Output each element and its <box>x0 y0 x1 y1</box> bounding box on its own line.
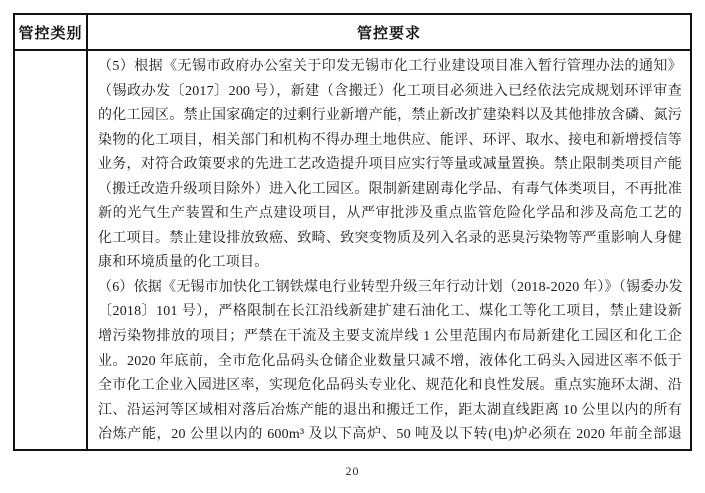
requirement-line: （5）根据《无锡市政府办公室关于印发无锡市化工行业建设项目准入暂行管理办法的通知》 <box>98 59 682 74</box>
header-cell-requirements: 管控要求 <box>356 25 421 42</box>
table-body-row <box>15 51 690 449</box>
requirement-line: 业。2020 年底前，全市危化品码头仓储企业数量只减不增，液体化工码头入园进区率不低于 <box>98 353 682 369</box>
body-cell-category <box>15 51 88 449</box>
requirement-line: 染物的化工项目，相关部门和机构不得办理土地供应、能评、环评、取水、接电和新增授信等 <box>98 132 682 148</box>
requirement-line: 江、沿运河等区域相对落后冶炼产能的退出和搬迁工作，距太湖直线距离 10 公里以内的所有 <box>98 402 682 418</box>
requirement-line: 新的光气生产装置和生产点建设项目，从严审批涉及重点监管危险化学品和涉及高危工艺的 <box>98 206 682 222</box>
table-header-row <box>15 15 690 51</box>
requirement-line: 业务，对符合政策要求的先进工艺改造提升项目应实行等量或减量置换。禁止限制类项目产能 <box>98 157 682 173</box>
requirement-line: 冶炼产能，20 公里以内的 600m³ 及以下高炉、50 吨及以下转(电)炉必须在 2020 年前全部退 <box>98 427 682 443</box>
requirement-line: 康和环境质量的化工项目。 <box>98 255 269 271</box>
body-cell-requirements <box>88 51 690 449</box>
page-number: 20 <box>345 464 360 478</box>
requirement-line: 全市化工企业入园进区率，实现危化品码头专业化、规范化和良性发展。重点实施环太湖、沿 <box>98 378 682 394</box>
requirement-line: 的化工园区。禁止国家确定的过剩行业新增产能，禁止新改扩建染料以及其他排放含磷、氮污 <box>98 108 682 124</box>
control-requirements-table <box>13 13 692 451</box>
requirement-line: 〔2018〕101 号），严格限制在长江沿线新建扩建石油化工、煤化工等化工项目，禁止建设新 <box>98 304 682 320</box>
requirement-line: 增污染物排放的项目；严禁在干流及主要支流岸线 1 公里范围内布局新建化工园区和化工企 <box>98 329 682 345</box>
header-cell-category: 管控类别 <box>15 15 88 49</box>
requirement-line: 化工项目。禁止建设排放致癌、致畸、致突变物质及列入名录的恶臭污染物等严重影响人身健 <box>98 230 682 246</box>
requirement-line: （锡政办发〔2017〕200 号），新建（含搬迁）化工项目必须进入已经依法完成规划环评审查 <box>98 83 682 99</box>
requirement-line: （搬迁改造升级项目除外）进入化工园区。限制新建剧毒化学品、有毒气体类项目，不再批准 <box>98 181 682 197</box>
requirement-line: （6）依据《无锡市加快化工钢铁煤电行业转型升级三年行动计划（2018-2020 年）》（锡委办发 <box>98 279 683 295</box>
